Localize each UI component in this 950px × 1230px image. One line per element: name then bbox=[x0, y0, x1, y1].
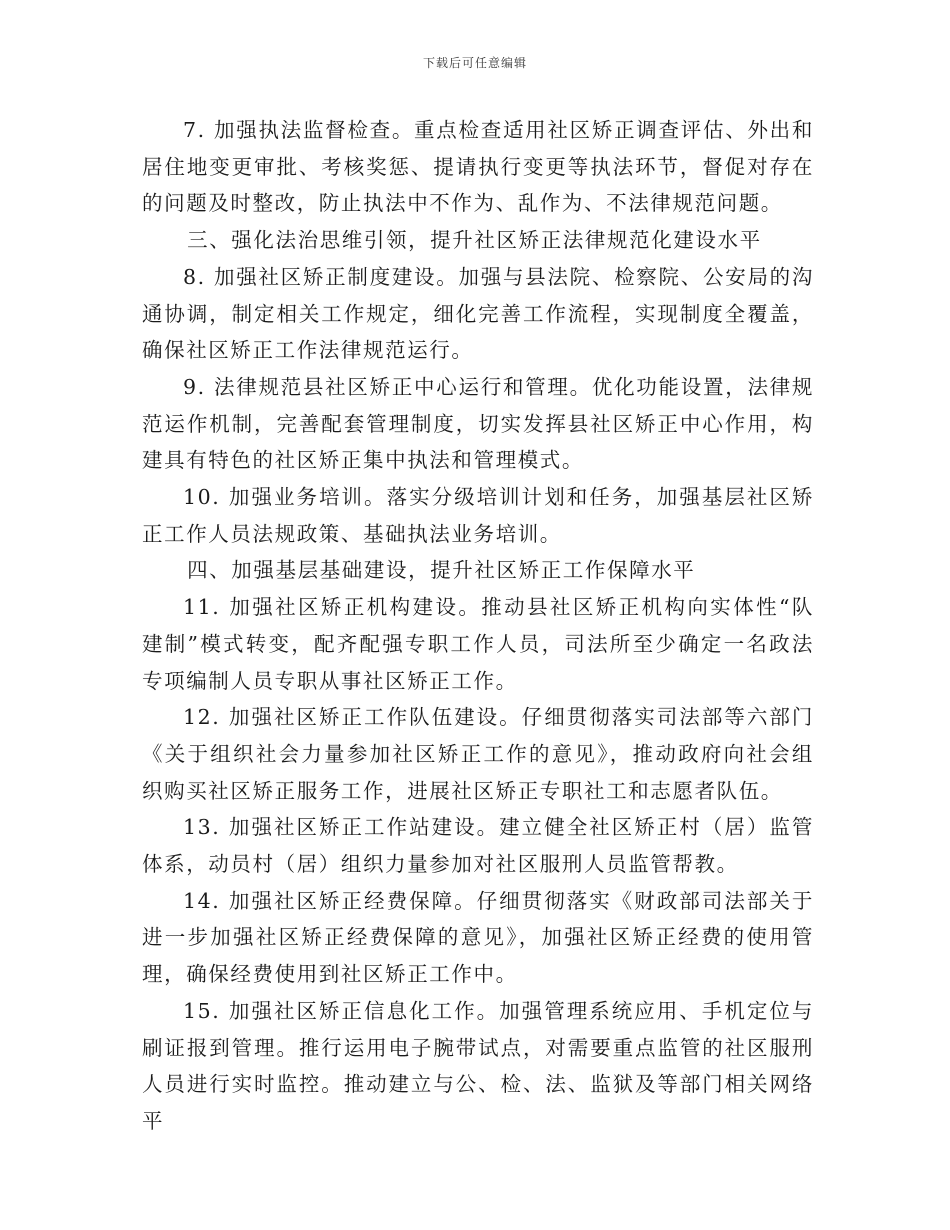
document-body bbox=[142, 112, 814, 1140]
paragraph-item-14: 14. 加强社区矫正经费保障。仔细贯彻落实《财政部司法部关于进一步加强社区矫正经费保障的意见》，加强社区矫正经费的使用管理，确保经费使用到社区矫正工作中。 bbox=[142, 888, 814, 987]
paragraph-item-8: 8. 加强社区矫正制度建设。加强与县法院、检察院、公安局的沟通协调，制定相关工作规定，细化完善工作流程，实现制度全覆盖，确保社区矫正工作法律规范运行。 bbox=[142, 264, 814, 363]
paragraph-item-7: 7. 加强执法监督检查。重点检查适用社区矫正调查评估、外出和居住地变更审批、考核奖惩、提请执行变更等执法环节，督促对存在的问题及时整改，防止执法中不作为、乱作为、不法律规范问题。 bbox=[142, 118, 814, 216]
paragraph-item-13: 13. 加强社区矫正工作站建设。建立健全社区矫正村（居）监管体系，动员村（居）组织力量参加对社区服刑人员监管帮教。 bbox=[142, 815, 814, 877]
section-heading-4: 四、加强基层基础建设，提升社区矫正工作保障水平 bbox=[187, 558, 696, 583]
paragraph-item-9: 9. 法律规范县社区矫正中心运行和管理。优化功能设置，法律规范运作机制，完善配套管理制度，切实发挥县社区矫正中心作用，构建具有特色的社区矫正集中执法和管理模式。 bbox=[142, 374, 814, 473]
paragraph-item-12: 12. 加强社区矫正工作队伍建设。仔细贯彻落实司法部等六部门《关于组织社会力量参加社区矫正工作的意见》，推动政府向社会组织购买社区矫正服务工作，进展社区矫正专职社工和志愿者队伍。 bbox=[142, 705, 814, 803]
section-heading-3: 三、强化法治思维引领，提升社区矫正法律规范化建设水平 bbox=[187, 228, 762, 253]
paragraph-item-10: 10. 加强业务培训。落实分级培训计划和任务，加强基层社区矫正工作人员法规政策、基础执法业务培训。 bbox=[142, 485, 814, 546]
paragraph-item-11: 11. 加强社区矫正机构建设。推动县社区矫正机构向实体性“队建制”模式转变，配齐配强专职工作人员，司法所至少确定一名政法专项编制人员专职从事社区矫正工作。 bbox=[142, 595, 814, 693]
page-header: 下载后可任意编辑 bbox=[422, 56, 527, 70]
paragraph-item-15: 15. 加强社区矫正信息化工作。加强管理系统应用、手机定位与刷证报到管理。推行运用电子腕带试点，对需要重点监管的社区服刑人员进行实时监控。推动建立与公、检、法、监狱及等部门相关网络平 bbox=[142, 998, 814, 1133]
